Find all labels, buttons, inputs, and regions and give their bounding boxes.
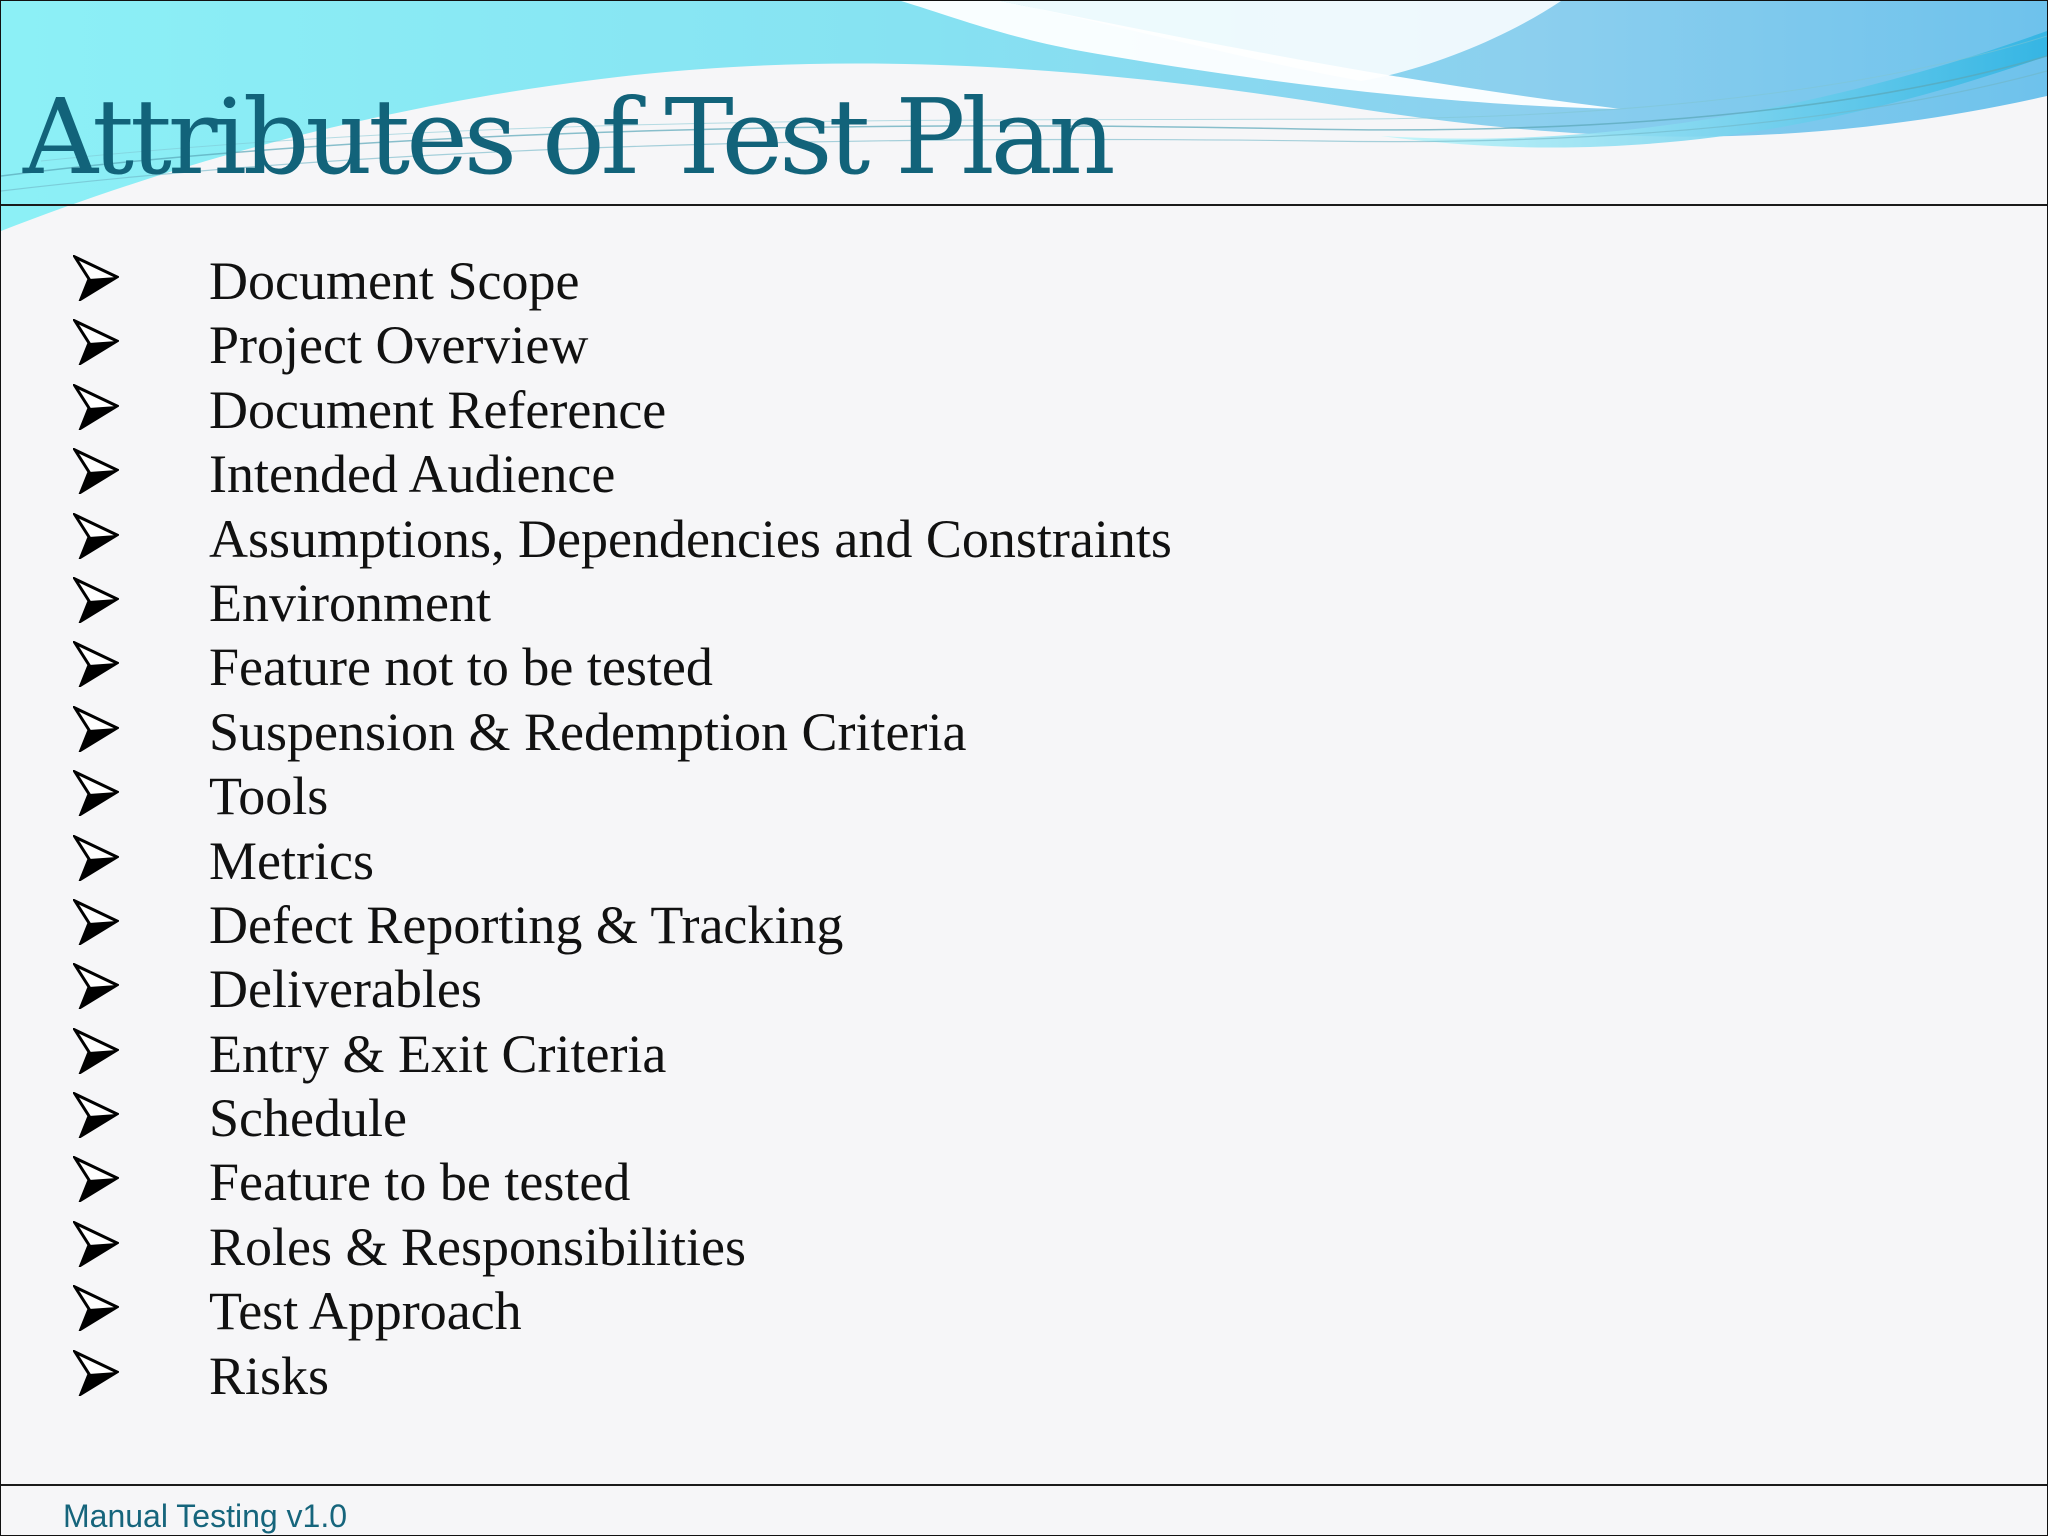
arrow-bullet-icon	[73, 706, 119, 752]
arrow-bullet-icon	[73, 255, 119, 301]
list-item-label: Intended Audience	[209, 444, 616, 505]
title-divider	[1, 204, 2047, 206]
arrow-bullet-icon	[73, 577, 119, 623]
list-item-label: Suspension & Redemption Criteria	[209, 701, 967, 762]
arrow-bullet-icon	[73, 770, 119, 816]
footer-text: Manual Testing v1.0	[63, 1498, 348, 1534]
list-item-label: Risks	[209, 1345, 330, 1406]
list-item-label: Document Reference	[209, 379, 667, 440]
list-item-label: Entry & Exit Criteria	[209, 1023, 667, 1084]
list-item-label: Tools	[209, 766, 329, 827]
arrow-bullet-icon	[73, 1156, 119, 1202]
list-item-label: Document Scope	[209, 251, 580, 311]
list-item-label: Test Approach	[209, 1281, 522, 1342]
list-item-label: Roles & Responsibilities	[209, 1216, 747, 1277]
list-item-label: Schedule	[209, 1088, 407, 1149]
arrow-bullet-icon	[73, 1221, 119, 1267]
list-item-label: Feature to be tested	[209, 1152, 631, 1213]
arrow-bullet-icon	[73, 963, 119, 1009]
arrow-bullet-icon	[73, 899, 119, 945]
arrow-bullet-icon	[73, 384, 119, 430]
arrow-bullet-icon	[73, 319, 119, 365]
arrow-bullet-icon	[73, 513, 119, 559]
arrow-bullet-icon	[73, 1285, 119, 1331]
footer-divider	[1, 1484, 2047, 1486]
arrow-bullet-icon	[73, 1350, 119, 1396]
list-item-label: Defect Reporting & Tracking	[209, 894, 844, 955]
list-item-label: Deliverables	[209, 959, 482, 1020]
page-title: Attributes of Test Plan	[23, 76, 1112, 198]
arrow-bullet-icon	[73, 1092, 119, 1138]
arrow-bullet-icon	[73, 835, 119, 881]
arrow-bullet-icon	[73, 448, 119, 494]
list-item-label: Environment	[209, 572, 491, 633]
arrow-bullet-icon	[73, 641, 119, 687]
list-item-label: Project Overview	[209, 315, 589, 376]
list-item-label: Assumptions, Dependencies and Constraints	[209, 508, 1172, 569]
list-item-label: Feature not to be tested	[209, 637, 713, 698]
list-item-label: Metrics	[209, 830, 374, 891]
arrow-bullet-icon	[73, 1028, 119, 1074]
